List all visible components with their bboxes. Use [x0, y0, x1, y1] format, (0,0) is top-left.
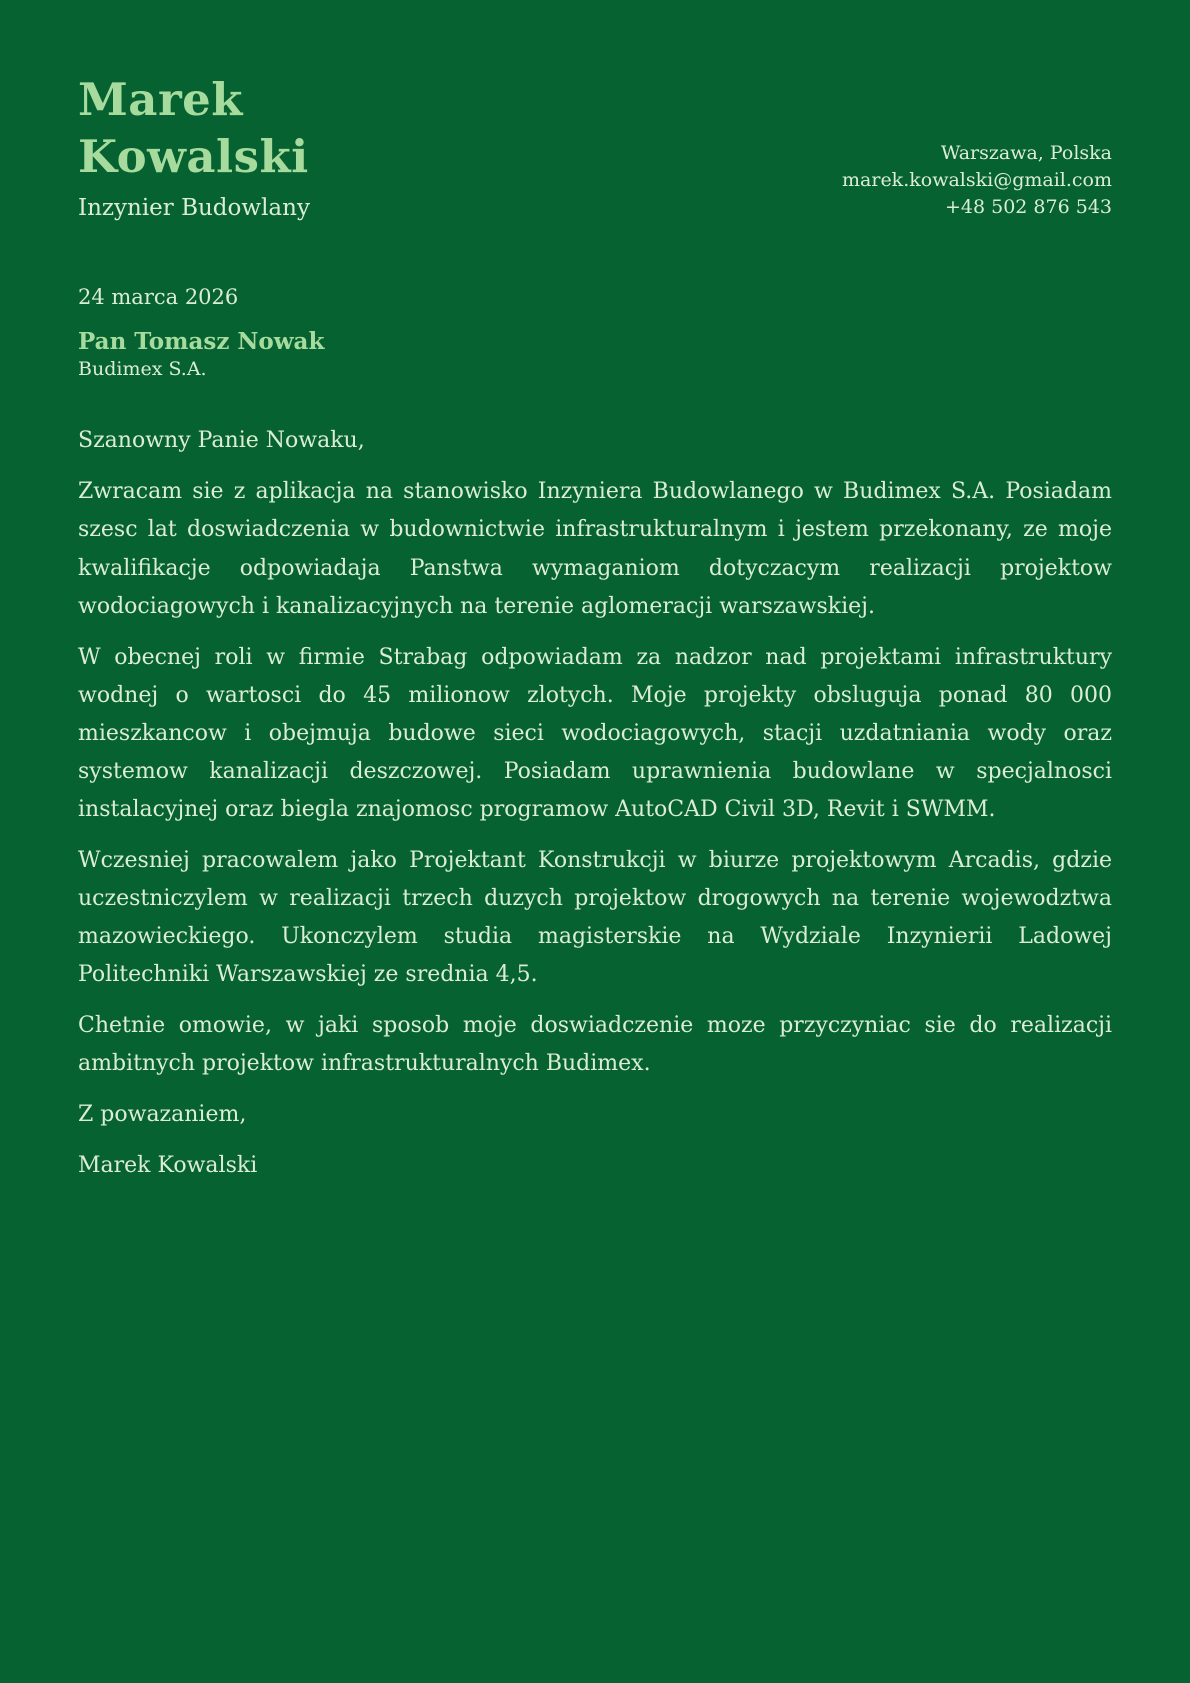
sender-name-line1: Marek [78, 73, 243, 126]
contact-location: Warszawa, Polska [940, 142, 1112, 165]
letter-date: 24 marca 2026 [78, 285, 239, 310]
contact-phone: +48 502 876 543 [944, 196, 1112, 219]
body-paragraph-3: Wczesniej pracowalem jako Projektant Konstrukcji w biurze projektowym Arcadis, gdzie uczestniczylem w realizacji trzech duzych projektow drogowych na terenie wojewodztwa mazowieckiego. Ukonczylem studia magisterskie na Wydziale Inzynierii Ladowej Politechniki Warszawskiej ze srednia 4,5. [78, 847, 1112, 987]
contact-info [842, 140, 1112, 221]
closing: Z powazaniem, [78, 1102, 247, 1128]
sender-identity [78, 72, 310, 221]
body-paragraph-4: Chetnie omowie, w jaki sposob moje doswiadczenie moze przyczyniac sie do realizacji ambitnych projektow infrastrukturalnych Budimex. [78, 1013, 1112, 1077]
sender-name-line2: Kowalski [78, 129, 309, 183]
recipient-company: Budimex S.A. [78, 358, 207, 381]
letter-header [78, 72, 1112, 221]
recipient-name: Pan Tomasz Nowak [78, 328, 325, 356]
recipient-block [78, 328, 1112, 380]
body-paragraph-2: W obecnej roli w firmie Strabag odpowiadam za nadzor nad projektami infrastruktury wodnej o wartosci do 45 milionow zlotych. Moje projekty obsluguja ponad 80 000 mieszkancow i obejmuja budowe sieci wodociagowych, stacji uzdatniania wody oraz systemow kanalizacji deszczowej. Posiadam uprawnienia budowlane w specjalnosci instalacyjnej oraz biegla znajomosc programow AutoCAD Civil 3D, Revit i SWMM. [78, 644, 1112, 822]
salutation: Szanowny Panie Nowaku, [78, 428, 365, 454]
signature-name: Marek Kowalski [78, 1153, 258, 1179]
letter-body [78, 422, 1112, 1185]
contact-email: marek.kowalski@gmail.com [842, 169, 1112, 192]
sender-job-title: Inzynier Budowlany [78, 195, 310, 222]
body-paragraph-1: Zwracam sie z aplikacja na stanowisko Inzyniera Budowlanego w Budimex S.A. Posiadam szesc lat doswiadczenia w budownictwie infrastrukturalnym i jestem przekonany, ze moje kwalifikacje odpowiadaja Panstwa wymaganiom dotyczacym realizacji projektow wodociagowych i kanalizacyjnych na terenie aglomeracji warszawskiej. [78, 479, 1112, 619]
sender-name [78, 72, 310, 185]
